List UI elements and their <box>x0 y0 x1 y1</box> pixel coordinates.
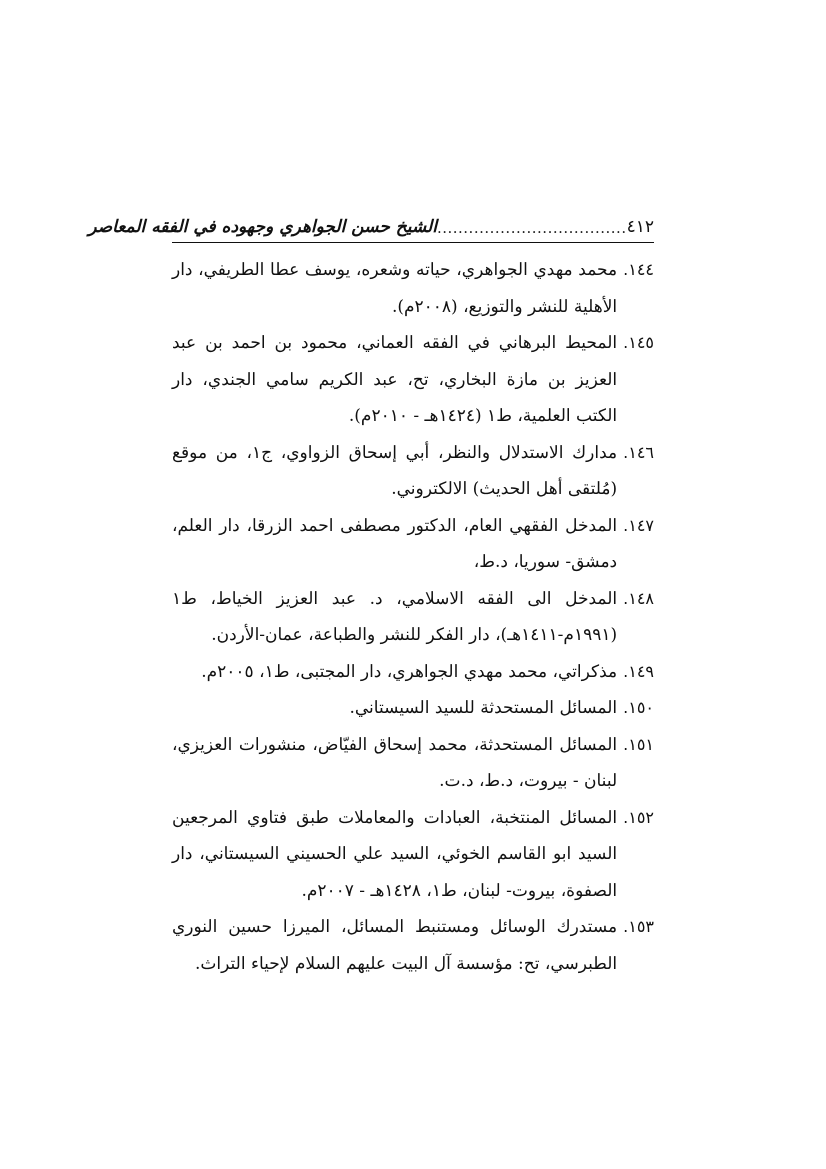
bibliography-entry <box>172 800 654 910</box>
entry-text: المدخل الفقهي العام، الدكتور مصطفى احمد الزرقا، دار العلم، دمشق- سوريا، د.ط، <box>172 515 618 572</box>
entry-number: ١٤٨. <box>623 588 654 608</box>
entry-text: مذكراتي، محمد مهدي الجواهري، دار المجتبى، ط١، ٢٠٠٥م. <box>201 661 618 682</box>
entry-text: المحيط البرهاني في الفقه العماني، محمود بن احمد بن عبد العزيز بن مازة البخاري، تح، عبد الكريم سامي الجندي، دار الكتب العلمية، ط١ (١٤٢٤هـ - ٢٠١٠م). <box>172 333 618 426</box>
entry-number: ١٤٦. <box>623 442 654 462</box>
bibliography-entry <box>172 325 654 435</box>
bibliography-entry <box>172 909 654 982</box>
bibliography-list <box>172 252 654 982</box>
entry-text: المسائل المستحدثة، محمد إسحاق الفيّاض، منشورات العزيزي، لبنان - بيروت، د.ط، د.ت. <box>172 734 618 791</box>
bibliography-entry <box>172 252 654 325</box>
bibliography-entry <box>172 581 654 654</box>
bibliography-entry <box>172 727 654 800</box>
entry-text: محمد مهدي الجواهري، حياته وشعره، يوسف عطا الطريفي، دار الأهلية للنشر والتوزيع، (٢٠٠٨م). <box>172 260 618 317</box>
running-title: الشيخ حسن الجواهري وجهوده في الفقه المعاصر <box>88 217 437 237</box>
entry-number: ١٤٩. <box>623 661 654 681</box>
entry-text: مستدرك الوسائل ومستنبط المسائل، الميرزا حسين النوري الطبرسي، تح: مؤسسة آل البيت عليهم السلام لإحياء التراث. <box>172 917 618 974</box>
bibliography-entry <box>172 435 654 508</box>
page-header <box>88 212 654 243</box>
entry-number: ١٤٥. <box>623 333 654 352</box>
entry-number: ١٤٧. <box>623 515 654 535</box>
entry-number: ١٥١. <box>623 734 654 754</box>
entry-text: المسائل المستحدثة للسيد السيستاني. <box>349 698 618 718</box>
entry-number: ١٥٢. <box>623 807 654 827</box>
entry-text: المدخل الى الفقه الاسلامي، د. عبد العزيز الخياط، ط١ (١٩٩١م-١٤١١هـ)، دار الفكر للنشر والطباعة، عمان-الأردن. <box>172 588 618 645</box>
entry-number: ١٤٤. <box>623 260 654 279</box>
page-number: ٤١٢ <box>626 217 654 237</box>
entry-text: المسائل المنتخبة، العبادات والمعاملات طبق فتاوي المرجعين السيد ابو القاسم الخوئي، السيد علي الحسيني السيستاني، دار الصفوة، بيروت- لبنان، ط١، ١٤٢٨هـ - ٢٠٠٧م. <box>172 807 618 901</box>
entry-number: ١٥٠. <box>623 698 654 717</box>
bibliography-entry <box>172 508 654 581</box>
bibliography-entry <box>172 654 654 691</box>
entry-number: ١٥٣. <box>623 917 654 936</box>
entry-text: مدارك الاستدلال والنظر، أبي إسحاق الزواوي، ج١، من موقع (مُلتقى أهل الحديث) الالكتروني. <box>172 442 618 499</box>
bibliography-entry <box>172 690 654 727</box>
header-leader-dots: .................................... <box>436 219 627 237</box>
